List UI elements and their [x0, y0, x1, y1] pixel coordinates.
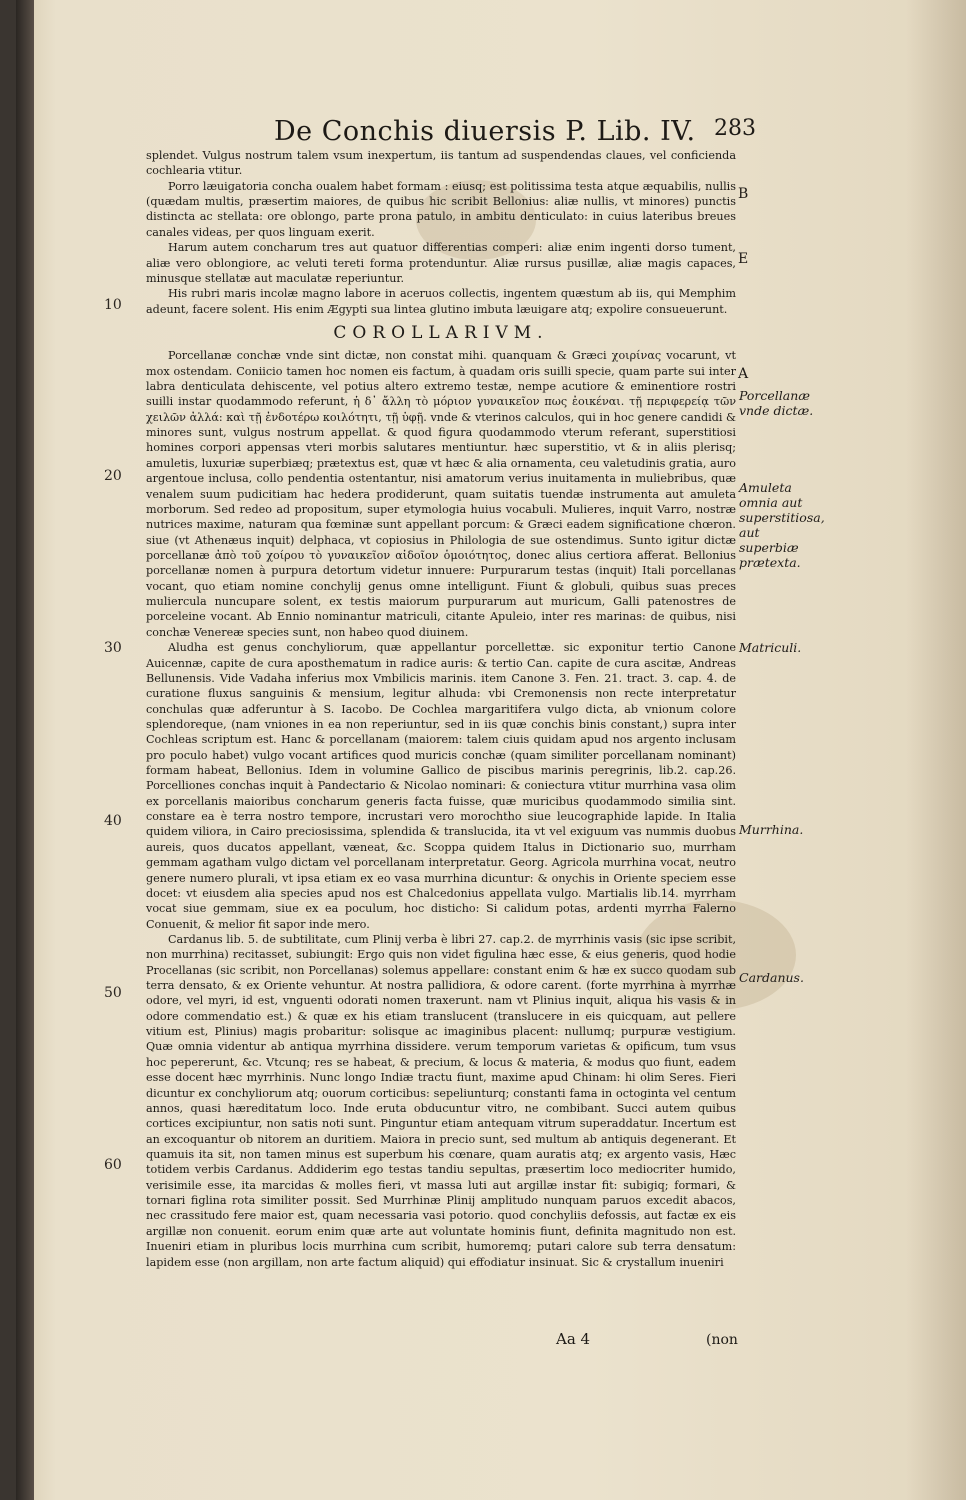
margin-note: Matriculi. — [739, 640, 802, 655]
book-spine — [16, 0, 34, 1500]
line-number: 20 — [104, 468, 122, 484]
margin-note: Murrhina. — [739, 822, 804, 837]
line-number: 30 — [104, 640, 122, 656]
paragraph: Cardanus lib. 5. de subtilitate, cum Plinij verba è libri 27. cap.2. de myrrhinis vasis (sic ipse scribit, non murrhina) recitasset, subiungit: Ergo quis non videt figulina hæc esse, & eius generis, quod hodie Procellanas (sic scribit, non Porcellanas) solemus appellare: constant enim & hæ ex succo quodam sub terra densato, & ex Oriente vehuntur. At nostra pallidiora, & odore carent. (forte myrrhina à myrrhæ odore, vel myri, id est, vnguenti odorati nomen traxerunt. nam vt Plinius inquit, aliqua his vasis & in odore commendatio est.) & quæ ex his etiam translucent (translucere in eis quicquam, aut pellere vitium est, Plinius) magis probaritur: solisque ac imaginibus placent: nullumq; purpuræ vestigium. Quæ omnia videntur ab antiqua myrrhina dissidere. verum temporum varietas & opificum, tum vsus hoc pepererunt, &c. Vtcunq; res se habeat, & precium, & locus & materia, & modus quo fiunt, eadem esse docent hæc myrrhinis. Nunc longo Indiæ tractu fiunt, maxime apud Chinam: hi olim Seres. Fieri dicuntur ex conchyliorum atq; ouorum corticibus: sepeliunturq; constanti fama in octoginta vel centum annos, quasi hæreditatum loco. Inde eruta obducuntur vitro, ne combibant. Succi autem quibus cortices excipiuntur, non satis noti sunt. Pinguntur etiam antequam vitrum superaddatur. Incertum est an excoquantur ob nitorem an duritiem. Maiora in precio sunt, sed multum ab antiquis degenerant. Et quamuis ita sit, non tamen minus est superbum his cœnare, quam auratis atq; ex argento vasis, Hæc totidem verbis Cardanus. Addiderim ego testas tandiu sepultas, præsertim loco mediocriter humido, verisimile esse, ita marcidas & molles fieri, vt massa luti aut argillæ instar fit: subigiq; formari, & tornari figlina rota similiter possit. Sed Murrhinæ Plinij amplitudo nunquam paruos excedit abacos, nec crassitudo fere maior est, quam necessaria vasi potorio. quod conchyliis defossis, aut factæ ex eis argillæ non conuenit. eorum enim quæ arte aut voluntate hominis fiunt, definita magnitudo non est. Inueniri etiam in pluribus locis murrhina cum scribit, humoremq; putari calore sub terra densatum: lapidem esse (non argillam, non arte factum aliquid) qui effodiatur insinuat. Sic & crystallum inueniri — [146, 932, 736, 1269]
paragraph: His rubri maris incolæ magno labore in aceruos collectis, ingentem quæstum ab iis, qui Memphim adeunt, facere solent. His enim Ægypti sua lintea glutino imbuta læuigare atq; expolire consueuerunt. — [146, 287, 736, 316]
line-number: 60 — [104, 1157, 122, 1173]
running-title: De Conchis diuersis P. Lib. IV. — [274, 116, 696, 147]
paragraph: Aludha est genus conchyliorum, quæ appellantur porcellettæ. sic exponitur tertio Canone Auicennæ, capite de cura aposthematum in radice auris: & tertio Can. capite de cura ascitæ, Andreas Bellunensis. Vide Vadaha inferius mox Vmbilicis marinis. item Canone 3. Fen. 21. tract. 3. cap. 4. de curatione fluxus sanguinis & mensium, legitur alhuda: vbi Cremonensis non recte interpretatur conchulas quæ adferuntur à S. Iacobo. De Cochlea margaritifera vulgo dicta, ab vnionum colore splendoreque, (nam vniones in ea non reperiuntur, sed in iis quæ conchis binis constant,) supra inter Cochleas scriptum est. Hanc & porcellanam (maiorem: talem ciuis quidam apud nos argento inclusam pro poculo habet) vulgo vocant artifices quod muricis conchæ (quam similiter porcellanam nominant) formam habeat, Bellonius. Idem in volumine Gallico de piscibus marinis peregrinis, lib.2. cap.26. Porcelliones conchas inquit à Pandectario & Nicolao nominari: & coniectura vtitur murrhina vasa olim ex porcellanis maioribus concharum generis facta fuisse, quæ muricibus quodammodo similia sint. constare ea è terra nostro tempore, incrustari vero morochtho siue leucographide lapide. In Italia quidem viliora, in Cairo preciosissima, splendida & translucida, ita vt vel exiguum vas nummis duobus aureis, quos ducatos appellant, væneat, &c. Scoppa quidem Italus in Dictionario suo, murrham gemmam agatham vulgo dictam vel porcellanam interpretatur. Georg. Agricola murrhina vocat, neutro genere numero plurali, vt ipsa etiam ex eo vasa murrhina dicuntur: & onychis in Oriente speciem esse docet: vt eiusdem alia species apud nos est Chalcedonius appellata vulgo. Martialis lib.14. myrrham vocat siue gemmam, siue ex ea poculum, hoc disticho: Si calidum potas, ardenti myrrha Falerno Conuenit, & melior fit sapor inde mero. — [146, 641, 736, 931]
paragraph: splendet. Vulgus nostrum talem vsum inexpertum, iis tantum ad suspendendas claues, vel conficienda cochlearia vtitur. — [146, 149, 736, 178]
margin-note: Porcellanæ vnde dictæ. — [739, 388, 814, 418]
signature-mark: Aa 4 — [556, 1330, 591, 1348]
margin-letter: E — [738, 251, 749, 267]
paragraph: Porcellanæ conchæ vnde sint dictæ, non constat mihi. quanquam & Græci χοιρίνας vocarunt, vt mox ostendam. Coniicio tamen hoc nomen eis factum, à quadam oris suilli specie, quam parte sui inter labra denticulata dehiscente, vel potius altero extremo testæ, nempe acutiore & eminentiore rostri suilli instar quodammodo referunt, ἡ δ᾽ ἄλλη τὸ μόριον γυναικεῖον πως ἐοικέναι. τῇ περιφερείᾳ τῶν χειλῶν ἀλλά: καὶ τῇ ἐνδοτέρω κοιλότητι, τῇ ὑφῇ. vnde & vterinos calculos, qui in hoc genere candidi & minores sunt, vulgus nostrum appellat. & quod figura quodammodo vterum referant, superstitiosi homines corpori appensas vteri morbis salutares mentiuntur. hæc superstitio, vt & in aliis plerisq; amuletis, luxuriæ superbiæq; prætextus est, quæ vt hæc & alia ornamenta, ceu valetudinis gratia, auro argentoue inclusa, collo pendentia ostentantur, nisi amatorum verius inuitamenta in muliebribus, quæ venalem suum pudicitiam hac hedera prodiderunt, quam suitatis tuendæ instrumenta aut amuleta morborum. Sed redeo ad propositum, super etymologia huius vocabuli. Mulieres, inquit Varro, nostræ nutrices maxime, naturam qua fœminæ sunt appellant porcum: & Græci eadem significatione chœron. siue (vt Athenæus inquit) delphaca, vt copiosius in Philologia de sue ostendimus. Sunto igitur dictæ porcellanæ ἀπὸ τοῦ χοίρου τὸ γυναικεῖον αἰδοῖον ὁμοιότητος, donec alius certiora afferat. Bellonius porcellanæ nomen à purpura detortum videtur innuere: Purpurarum testas (inquit) Itali porcellanas vocant, quo etiam nomine conchylij genus omne intelligunt. Fiunt & globuli, quibus suas preces muliercula nuncupare solent, ex testis maiorum purpurarum aut muricum, Galli patenostres de porceleine vocant. Ab Ennio nominantur matriculi, citante Apuleio, inter res marinas: de quibus, nisi conchæ Venereæ species sunt, non habeo quod diuinem. — [146, 349, 736, 639]
margin-note: Cardanus. — [739, 970, 804, 985]
margin-letter: A — [738, 366, 749, 382]
book-page — [16, 0, 966, 1500]
section-heading: COROLLARIVM. — [333, 322, 549, 343]
catchword: (non — [706, 1332, 738, 1348]
line-number: 10 — [104, 297, 122, 313]
line-number: 50 — [104, 985, 122, 1001]
page-header — [256, 110, 756, 150]
line-number: 40 — [104, 813, 122, 829]
paragraph: Harum autem concharum tres aut quatuor differentias comperi: aliæ enim ingenti dorso tument, aliæ vero oblongiore, ac veluti tereti forma protenduntur. Aliæ rursus pusillæ, aliæ magis capaces, minusque stellatæ aut maculatæ reperiuntur. — [146, 241, 736, 285]
main-text — [146, 148, 736, 1270]
page-number: 283 — [714, 116, 756, 141]
margin-letter: B — [738, 186, 749, 202]
margin-note: Amuleta omnia aut superstitiosa, aut superbiæ prætexta. — [739, 480, 825, 570]
page-edge-shadow — [906, 0, 966, 1500]
paragraph: Porro læuigatoria concha oualem habet formam : eiusq; est politissima testa atque æquabilis, nullis (quædam multis, præsertim maiores, de quibus hic scribit Bellonius: aliæ nullis, vt minores) punctis distincta ac stellata: ore oblongo, parte prona patulo, in ambitu denticulato: in cuius lateribus breues canales videas, per quos linguam exerit. — [146, 179, 736, 239]
